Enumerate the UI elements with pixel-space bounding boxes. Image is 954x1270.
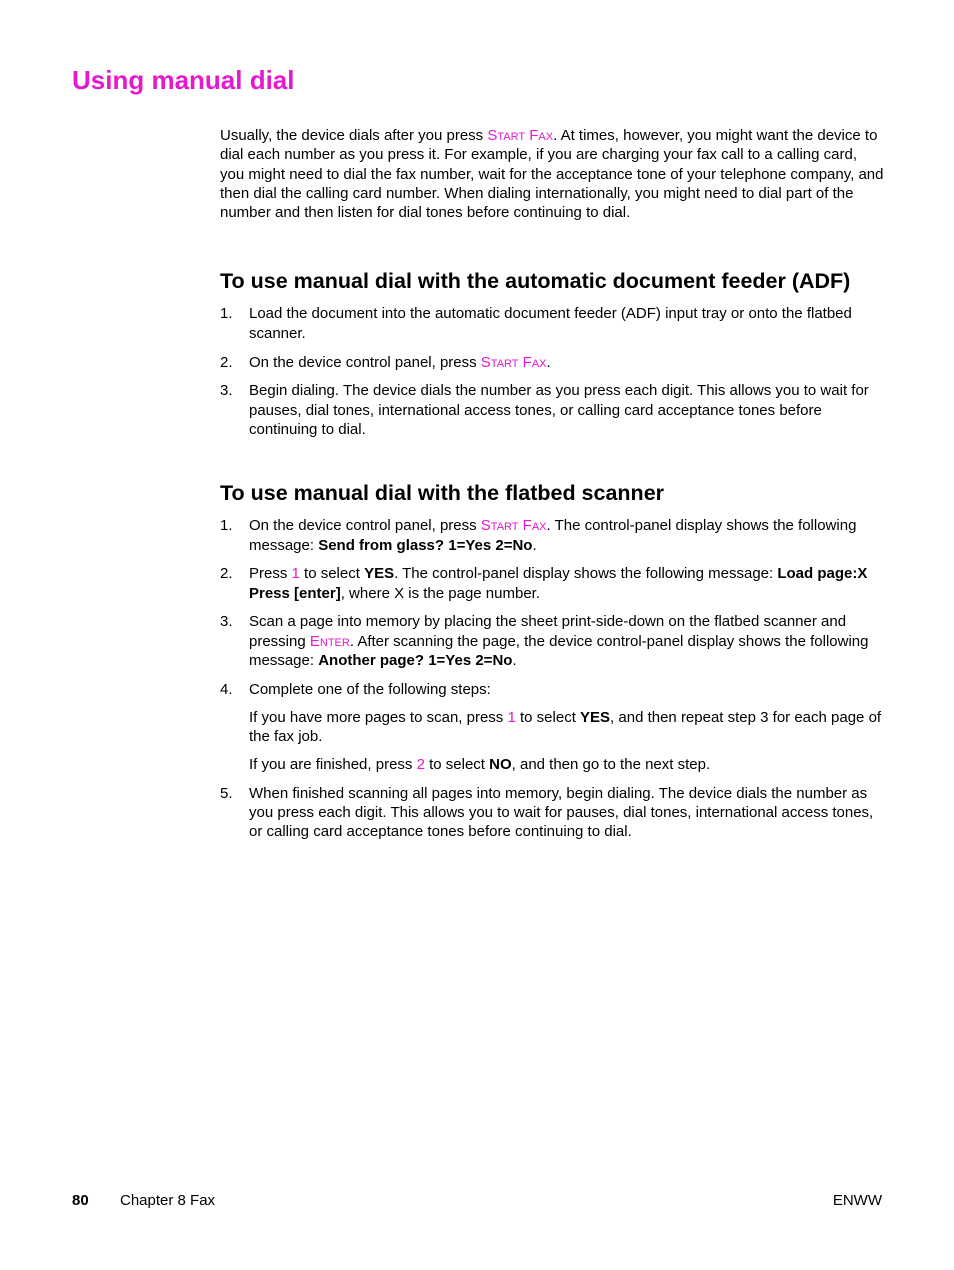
- adf-steps-list: [220, 304, 885, 439]
- key-2: 2: [416, 755, 425, 773]
- step-number: 2.: [220, 565, 233, 583]
- start-fax-key: Start Fax: [487, 127, 554, 144]
- page-title: Using manual dial: [72, 65, 295, 95]
- section-heading-adf: To use manual dial with the automatic document feeder (ADF): [220, 269, 851, 294]
- key-1: 1: [291, 565, 300, 583]
- flatbed-steps-list: [220, 516, 885, 841]
- sub-step: If you have more pages to scan, press 1 to select YES, and then repeat step 3 for each page of the fax job.: [249, 708, 882, 745]
- start-fax-key: Start Fax: [480, 353, 547, 371]
- list-item: 1. Load the document into the automatic document feeder (ADF) input tray or onto the flatbed scanner.: [220, 305, 852, 342]
- step-number: 1.: [220, 305, 233, 323]
- step-number: 5.: [220, 784, 233, 802]
- main-content: [220, 126, 885, 841]
- intro-paragraph: Usually, the device dials after you press Start Fax. At times, however, you might want the device to dial each number as you press it. For example, if you are charging your fax call to a calling card, you might need to dial the fax number, wait for the acceptance tone of your telephone company, and then dial the calling card number. When dialing internationally, you might need to dial part of the number and then listen for dial tones before continuing to dial.: [220, 127, 884, 222]
- list-item: 5. When finished scanning all pages into memory, begin dialing. The device dials the number as you press each digit. This allows you to wait for pauses, dial tones, international access tones, or calling card acceptance tones before continuing to dial.: [220, 784, 874, 841]
- display-message: Send from glass? 1=Yes 2=No: [318, 536, 533, 554]
- list-item: 2. Press 1 to select YES. The control-panel display shows the following message: Load page:X Press [enter], where X is the page number.: [220, 565, 868, 602]
- footer-code: ENWW: [832, 1192, 882, 1209]
- sub-step: If you are finished, press 2 to select NO, and then go to the next step.: [249, 755, 711, 773]
- display-message: Another page? 1=Yes 2=No: [318, 652, 513, 670]
- enter-key: Enter: [309, 632, 350, 650]
- chapter-label: Chapter 8 Fax: [120, 1192, 216, 1209]
- list-item: 3. Scan a page into memory by placing the sheet print-side-down on the flatbed scanner and pressing Enter. After scanning the page, the device control-panel display shows the following message: Another page? 1=Yes 2=No.: [220, 613, 869, 670]
- display-message: Load page:X Press [enter]: [249, 565, 868, 602]
- key-1: 1: [507, 708, 516, 726]
- list-item: 3. Begin dialing. The device dials the number as you press each digit. This allows you to wait for pauses, dial tones, international access tones, or calling card acceptance tones before continuing to dial.: [220, 382, 869, 438]
- start-fax-key: Start Fax: [480, 517, 547, 535]
- step-number: 3.: [220, 382, 233, 400]
- list-item: 2. On the device control panel, press Start Fax.: [220, 353, 551, 371]
- page-number: 80: [72, 1192, 89, 1209]
- step-number: 3.: [220, 613, 233, 631]
- step-number: 2.: [220, 353, 233, 371]
- list-item: 1. On the device control panel, press Start Fax. The control-panel display shows the following message: Send from glass? 1=Yes 2=No.: [220, 517, 857, 554]
- section-heading-flatbed: To use manual dial with the flatbed scanner: [220, 481, 665, 506]
- step-number: 4.: [220, 680, 233, 698]
- list-item: 4. Complete one of the following steps: If you have more pages to scan, press 1 to select YES, and then repeat step 3 for each page of the fax job. If you are finished, press 2 to select NO, and then go to the next step.: [220, 680, 885, 774]
- step-number: 1.: [220, 517, 233, 535]
